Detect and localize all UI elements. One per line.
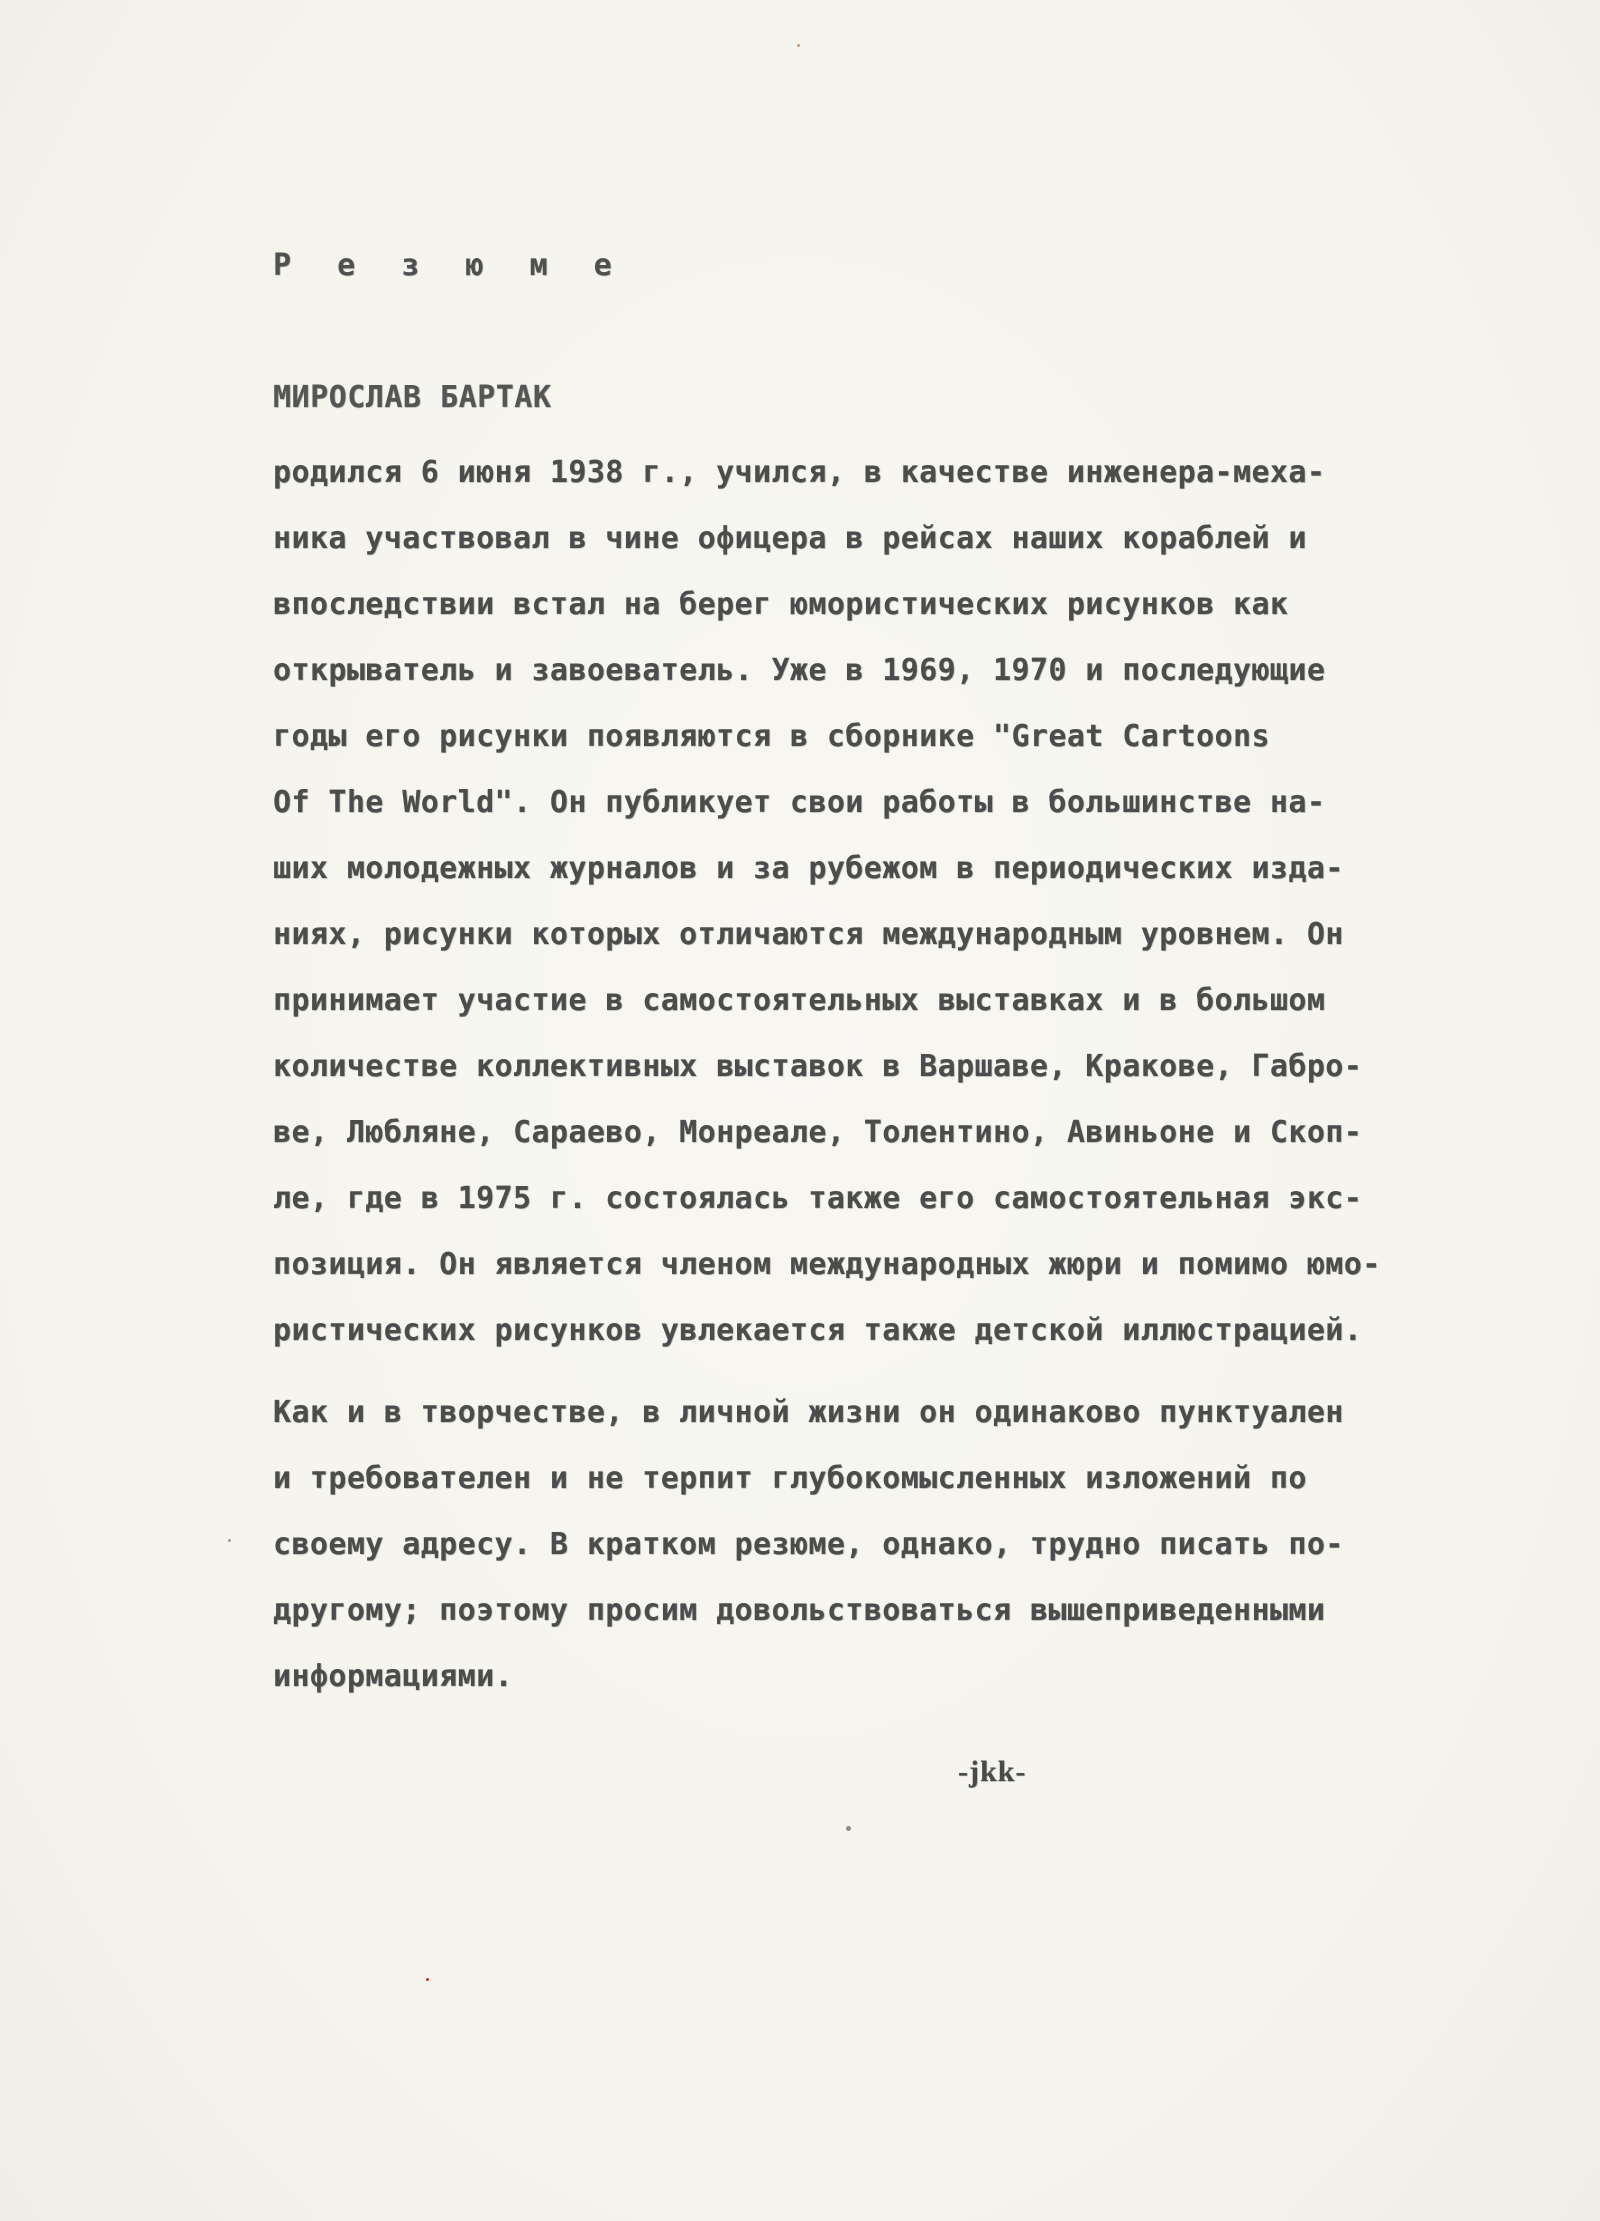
signature-initials: -jkk- (958, 1755, 1027, 1788)
text-line: позиция. Он является членом международных жюри и помимо юмо- (273, 1247, 1381, 1282)
text-line: количестве коллективных выставок в Варшаве, Кракове, Габро- (273, 1049, 1363, 1084)
document-heading: Р е з ю м е (273, 248, 626, 283)
text-line: информациями. (273, 1659, 513, 1694)
text-line: принимает участие в самостоятельных выставках и в большом (273, 983, 1326, 1018)
text-line: другому; поэтому просим довольствоваться вышеприведенными (273, 1593, 1326, 1628)
author-name: МИРОСЛАВ БАРТАК (273, 380, 552, 415)
personality-paragraph (273, 1380, 1344, 1710)
text-line: Как и в творчестве, в личной жизни он одинаково пунктуален (273, 1395, 1344, 1430)
text-line: Of The World". Он публикует свои работы в большинстве на- (273, 785, 1326, 820)
text-line: ве, Любляне, Сараево, Монреале, Толентино, Авиньоне и Скоп- (273, 1115, 1363, 1150)
paper-speck (846, 1826, 851, 1831)
text-line: ристических рисунков увлекается также детской иллюстрацией. (273, 1313, 1363, 1348)
ink-speck (426, 1978, 429, 1981)
text-line: годы его рисунки появляются в сборнике "Great Cartoons (273, 719, 1270, 754)
text-line: ника участвовал в чине офицера в рейсах наших кораблей и (273, 521, 1307, 556)
text-line: своему адресу. В кратком резюме, однако, трудно писать по- (273, 1527, 1344, 1562)
text-line: и требователен и не терпит глубокомысленных изложений по (273, 1461, 1307, 1496)
text-line: впоследствии встал на берег юмористических рисунков как (273, 587, 1289, 622)
biography-paragraph (273, 440, 1381, 1364)
text-line: ниях, рисунки которых отличаются международным уровнем. Он (273, 917, 1344, 952)
text-line: открыватель и завоеватель. Уже в 1969, 1970 и последующие (273, 653, 1326, 688)
text-line: ших молодежных журналов и за рубежом в периодических изда- (273, 851, 1344, 886)
text-line: родился 6 июня 1938 г., учился, в качестве инженера-меха- (273, 455, 1326, 490)
paper-speck (228, 1539, 231, 1542)
text-line: ле, где в 1975 г. состоялась также его самостоятельная экс- (273, 1181, 1363, 1216)
paper-speck (797, 44, 800, 47)
